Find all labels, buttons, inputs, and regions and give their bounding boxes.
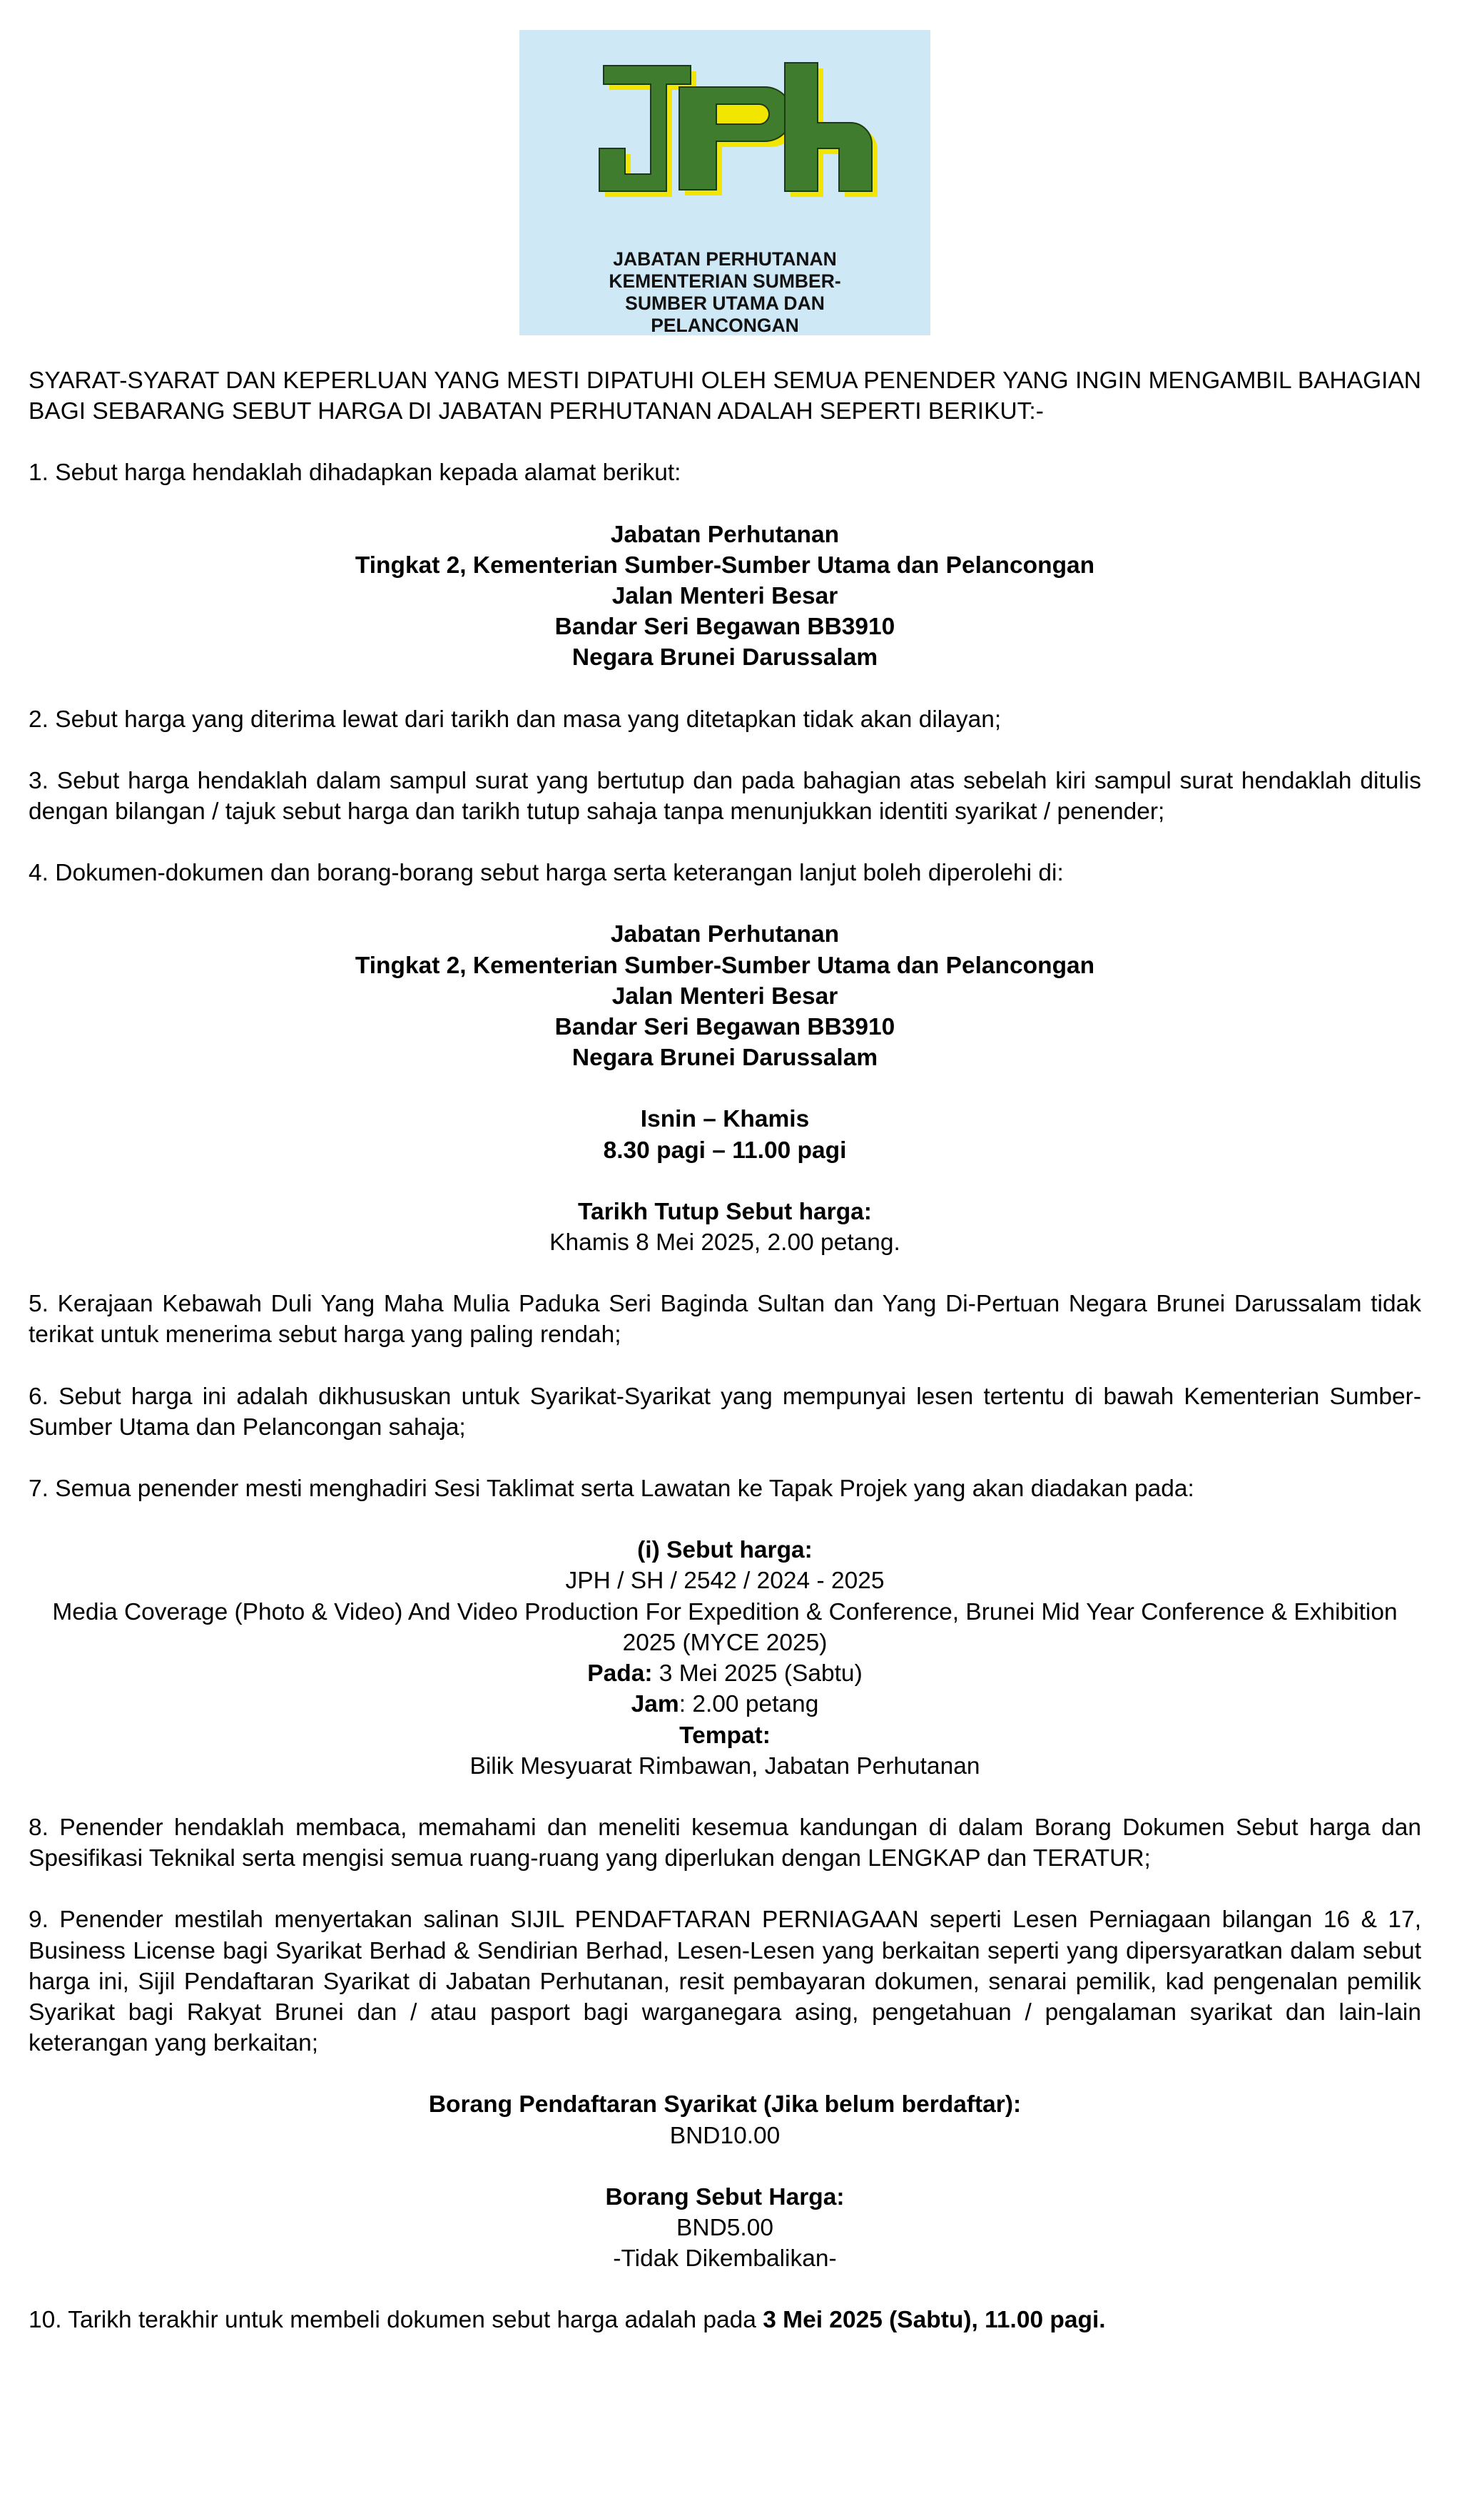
logo-caption <box>519 248 930 337</box>
collection-address <box>29 919 1421 1073</box>
address-line-2: Tingkat 2, Kementerian Sumber-Sumber Utama dan Pelancongan <box>355 952 1095 979</box>
fees-block <box>29 2089 1421 2274</box>
registration-fee-label: Borang Pendaftaran Syarikat (Jika belum berdaftar): <box>428 2091 1022 2118</box>
item-7: 7. Semua penender mesti menghadiri Sesi Taklimat serta Lawatan ke Tapak Projek yang akan diadakan pada: <box>29 1476 1194 1503</box>
non-refundable-note: -Tidak Dikembalikan- <box>613 2245 837 2273</box>
office-days: Isnin – Khamis <box>640 1106 810 1133</box>
logo-line-3: SUMBER UTAMA DAN <box>625 293 825 314</box>
submission-address <box>29 519 1421 674</box>
item-9: 9. Penender mestilah menyertakan salinan SIJIL PENDAFTARAN PERNIAGAAN seperti Lesen Perniagaan bilangan 16 & 17, Business License bagi Syarikat Berhad & Sendirian Berhad, Lesen-Lesen yang berkaitan seperti yang dipersyaratkan dalam sebut harga ini, Sijil Pendaftaran Syarikat di Jabatan Perhutanan, resit pembayaran dokumen, senarai pemilik, kad pengenalan pemilik Syarikat bagi Rakyat Brunei dan / atau pasport bagi warganegara asing, pengetahuan / pengalaman syarikat dan lain-lain keterangan yang berkaitan; <box>29 1906 1421 2057</box>
briefing-place-label: Tempat: <box>679 1722 771 1749</box>
item-3: 3. Sebut harga hendaklah dalam sampul surat yang bertutup dan pada bahagian atas sebelah kiri sampul surat hendaklah ditulis dengan bilangan / tajuk sebut harga dan tarikh tutup sahaja tanpa menunjukkan identiti syarikat / penender; <box>29 767 1421 826</box>
jph-logo-mark-icon <box>519 30 930 244</box>
briefing-date-value: 3 Mei 2025 (Sabtu) <box>652 1660 863 1687</box>
address-line-3: Jalan Menteri Besar <box>611 583 838 610</box>
briefing-date-label: Pada: <box>587 1660 653 1687</box>
item-8: 8. Penender hendaklah membaca, memahami dan meneliti kesemua kandungan di dalam Borang Dokumen Sebut harga dan Spesifikasi Teknikal serta mengisi semua ruang-ruang yang diperlukan dengan LENGKAP dan TERATUR; <box>29 1814 1421 1872</box>
address-line-1: Jabatan Perhutanan <box>610 921 840 948</box>
item-6: 6. Sebut harga ini adalah dikhususkan untuk Syarikat-Syarikat yang mempunyai lesen tertentu di bawah Kementerian Sumber-Sumber Utama dan Pelancongan sahaja; <box>29 1383 1421 1441</box>
form-fee-label: Borang Sebut Harga: <box>605 2183 845 2210</box>
intro-paragraph: SYARAT-SYARAT DAN KEPERLUAN YANG MESTI DIPATUHI OLEH SEMUA PENENDER YANG INGIN MENGAMBIL BAHAGIAN BAGI SEBARANG SEBUT HARGA DI JABATAN PERHUTANAN ADALAH SEPERTI BERIKUT:- <box>29 367 1421 425</box>
briefing-details <box>29 1535 1421 1782</box>
form-fee-value: BND5.00 <box>676 2214 773 2241</box>
item-1: 1. Sebut harga hendaklah dihadapkan kepada alamat berikut: <box>29 459 681 487</box>
closing-label: Tarikh Tutup Sebut harga: <box>578 1198 872 1225</box>
registration-fee-value: BND10.00 <box>669 2122 781 2149</box>
logo-line-2: KEMENTERIAN SUMBER- <box>609 270 841 292</box>
item-5: 5. Kerajaan Kebawah Duli Yang Maha Mulia Paduka Seri Baginda Sultan dan Yang Di-Pertuan Negara Brunei Darussalam tidak terikat untuk menerima sebut harga yang paling rendah; <box>29 1291 1421 1349</box>
item-10 <box>29 2305 1421 2335</box>
briefing-heading: (i) Sebut harga: <box>637 1537 813 1564</box>
logo-line-1: JABATAN PERHUTANAN <box>613 248 837 270</box>
address-line-5: Negara Brunei Darussalam <box>571 644 878 671</box>
address-line-5: Negara Brunei Darussalam <box>571 1045 878 1072</box>
address-line-1: Jabatan Perhutanan <box>610 521 840 548</box>
closing-value: Khamis 8 Mei 2025, 2.00 petang. <box>549 1229 900 1256</box>
item-4: 4. Dokumen-dokumen dan borang-borang sebut harga serta keterangan lanjut boleh diperolehi di: <box>29 860 1064 887</box>
jph-logo <box>519 30 930 335</box>
closing-date <box>29 1197 1421 1258</box>
item-2: 2. Sebut harga yang diterima lewat dari tarikh dan masa yang ditetapkan tidak akan dilayan; <box>29 706 1002 733</box>
office-hours <box>29 1104 1421 1165</box>
briefing-ref: JPH / SH / 2542 / 2024 - 2025 <box>565 1568 885 1595</box>
briefing-title: Media Coverage (Photo & Video) And Video Production For Expedition & Conference, Brunei Mid Year Conference & Exhibition 2025 (MYCE 2025) <box>52 1598 1398 1656</box>
address-line-3: Jalan Menteri Besar <box>611 983 838 1010</box>
address-line-4: Bandar Seri Begawan BB3910 <box>554 1014 895 1041</box>
office-time: 8.30 pagi – 11.00 pagi <box>603 1137 847 1164</box>
item-10-text: 10. Tarikh terakhir untuk membeli dokumen sebut harga adalah pada <box>29 2307 763 2334</box>
briefing-time <box>29 1689 1421 1720</box>
briefing-time-value: : 2.00 petang <box>679 1691 819 1718</box>
notice-body <box>29 365 1421 2336</box>
logo-line-4: PELANCONGAN <box>651 315 799 336</box>
briefing-date <box>29 1658 1421 1689</box>
item-10-deadline: 3 Mei 2025 (Sabtu), 11.00 pagi. <box>763 2307 1106 2334</box>
briefing-place-value: Bilik Mesyuarat Rimbawan, Jabatan Perhutanan <box>469 1752 980 1779</box>
address-line-4: Bandar Seri Begawan BB3910 <box>554 614 895 641</box>
address-line-2: Tingkat 2, Kementerian Sumber-Sumber Utama dan Pelancongan <box>355 552 1095 579</box>
briefing-time-label: Jam <box>631 1691 679 1718</box>
